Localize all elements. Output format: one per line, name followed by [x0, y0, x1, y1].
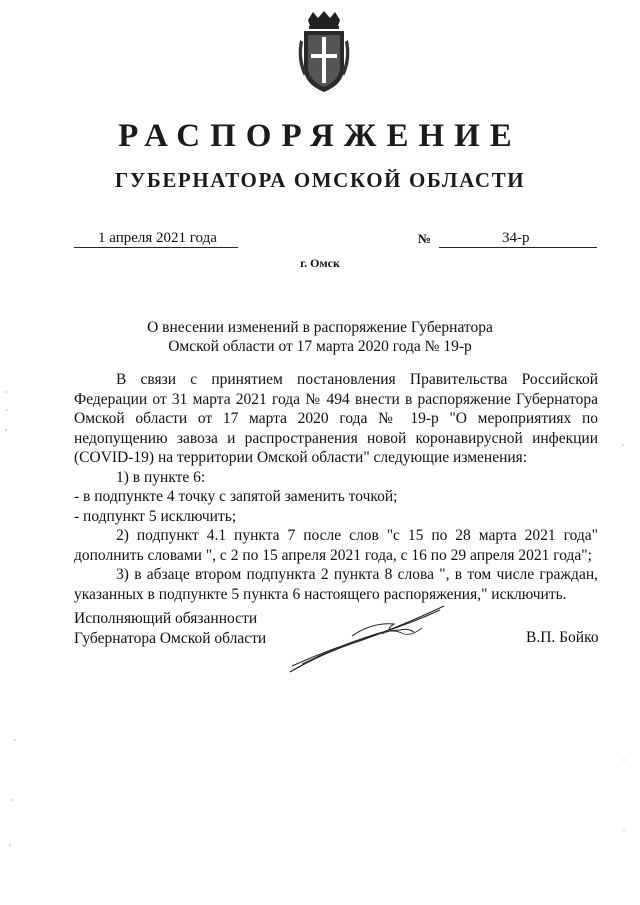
list-subitem-1a: - в подпункте 4 точку с запятой заменить точкой;	[74, 488, 398, 505]
issuer-title: ГУБЕРНАТОРА ОМСКОЙ ОБЛАСТИ	[114, 168, 526, 192]
intro-paragraph: В связи с принятием постановления Правительства Российской Федерации от 31 марта 2021 года № 494 внести в распоряжение Губернатора Омской области от 17 марта 2020 года № 19-р "О мероприятиях по недопущению завоза и распространения новой коронавирусной инфекции (COVID-19) на территории Омской области" следующие изменения:	[74, 371, 598, 466]
city-label: г. Омск	[300, 256, 340, 270]
list-item-2: 2) подпункт 4.1 пункта 7 после слов "с 15 по 28 марта 2021 года" дополнить словами ", с 2 по 15 апреля 2021 года, с 16 по 29 апреля 2021 года";	[74, 527, 598, 564]
coat-of-arms-icon	[296, 10, 352, 94]
signatory-position	[74, 609, 266, 649]
number-field	[439, 229, 597, 248]
number-value: 34-р	[502, 230, 530, 246]
subject-line-2: Омской области от 17 марта 2020 года № 19-р	[168, 338, 472, 355]
position-line-2: Губернатора Омской области	[74, 630, 267, 647]
document-body	[74, 370, 598, 604]
list-subitem-1b: - подпункт 5 исключить;	[74, 507, 237, 525]
date-field	[74, 229, 238, 248]
list-item-3: 3) в абзаце втором подпункта 2 пункта 8 слова ", в том числе граждан, указанных в подпункте 5 пункта 6 настоящего распоряжения," исключить.	[74, 566, 598, 603]
position-line-1: Исполняющий обязанности	[74, 610, 258, 627]
date-value: 1 апреля 2021 года	[98, 230, 217, 246]
document-type-title: РАСПОРЯЖЕНИЕ	[118, 118, 522, 154]
handwritten-signature-icon	[282, 598, 452, 678]
document-subject	[0, 318, 640, 356]
list-item-1: 1) в пункте 6:	[116, 468, 206, 486]
number-sign: №	[418, 231, 432, 246]
signatory-name: В.П. Бойко	[526, 629, 599, 646]
subject-line-1: О внесении изменений в распоряжение Губернатора	[147, 319, 493, 336]
